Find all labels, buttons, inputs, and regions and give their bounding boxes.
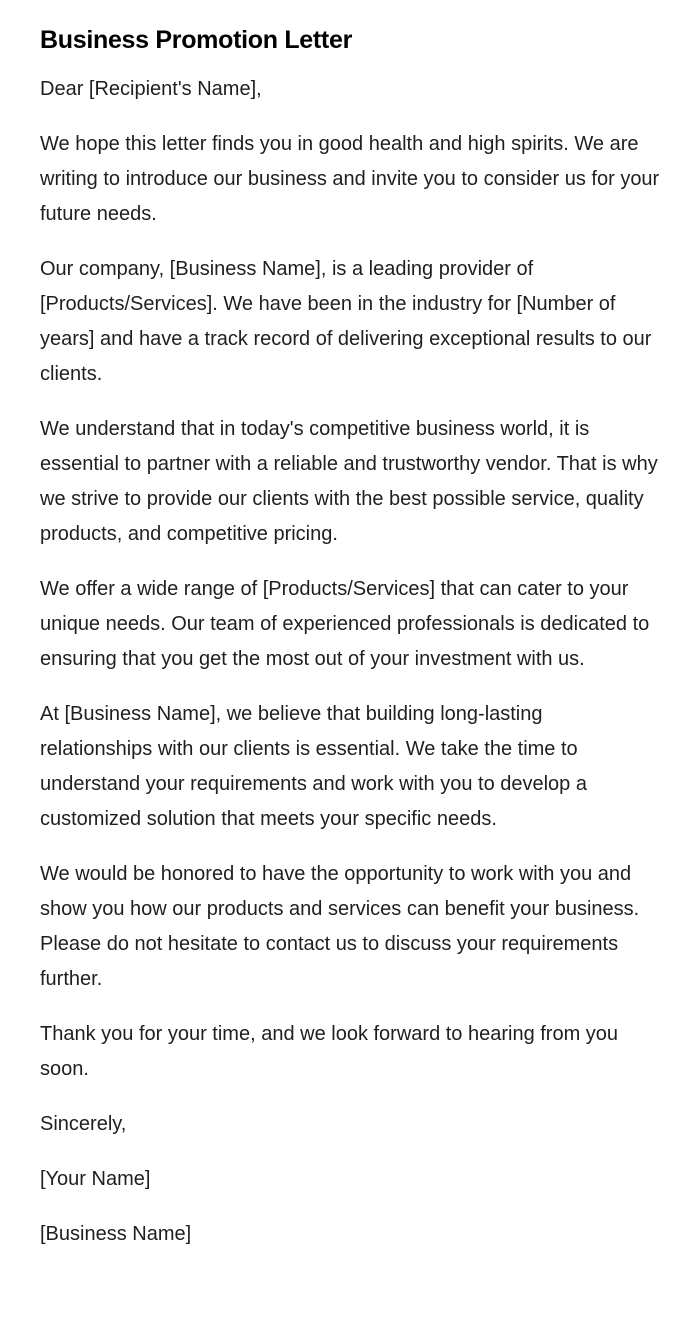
letter-closing: Sincerely, [40, 1113, 127, 1135]
letter-paragraph-5: At [Business Name], we believe that building long-lasting relationships with our clients is essential. We take the time to understand your requirements and work with you to develop a customized solution that meets your specific needs. [40, 703, 587, 830]
letter-paragraph-4: We offer a wide range of [Products/Services] that can cater to your unique needs. Our team of experienced professionals is dedicated to ensuring that you get the most out of your investment with us. [40, 578, 650, 670]
page-title: Business Promotion Letter [40, 26, 352, 54]
letter-greeting: Dear [Recipient's Name], [40, 78, 262, 100]
letter-paragraph-7: Thank you for your time, and we look forward to hearing from you soon. [40, 1023, 619, 1080]
letter-paragraph-2: Our company, [Business Name], is a leading provider of [Products/Services]. We have been in the industry for [Number of years] and have a track record of delivering exceptional results to our clients. [40, 258, 652, 385]
signature-business: [Business Name] [40, 1223, 192, 1245]
letter-paragraph-6: We would be honored to have the opportunity to work with you and show you how our products and services can benefit your business. Please do not hesitate to contact us to discuss your requirements further. [40, 863, 640, 990]
letter-paragraph-3: We understand that in today's competitive business world, it is essential to partner with a reliable and trustworthy vendor. That is why we strive to provide our clients with the best possible service, quality products, and competitive pricing. [40, 418, 658, 545]
signature-name: [Your Name] [40, 1168, 151, 1190]
letter-paragraph-1: We hope this letter finds you in good health and high spirits. We are writing to introduce our business and invite you to consider us for your future needs. [40, 133, 660, 225]
